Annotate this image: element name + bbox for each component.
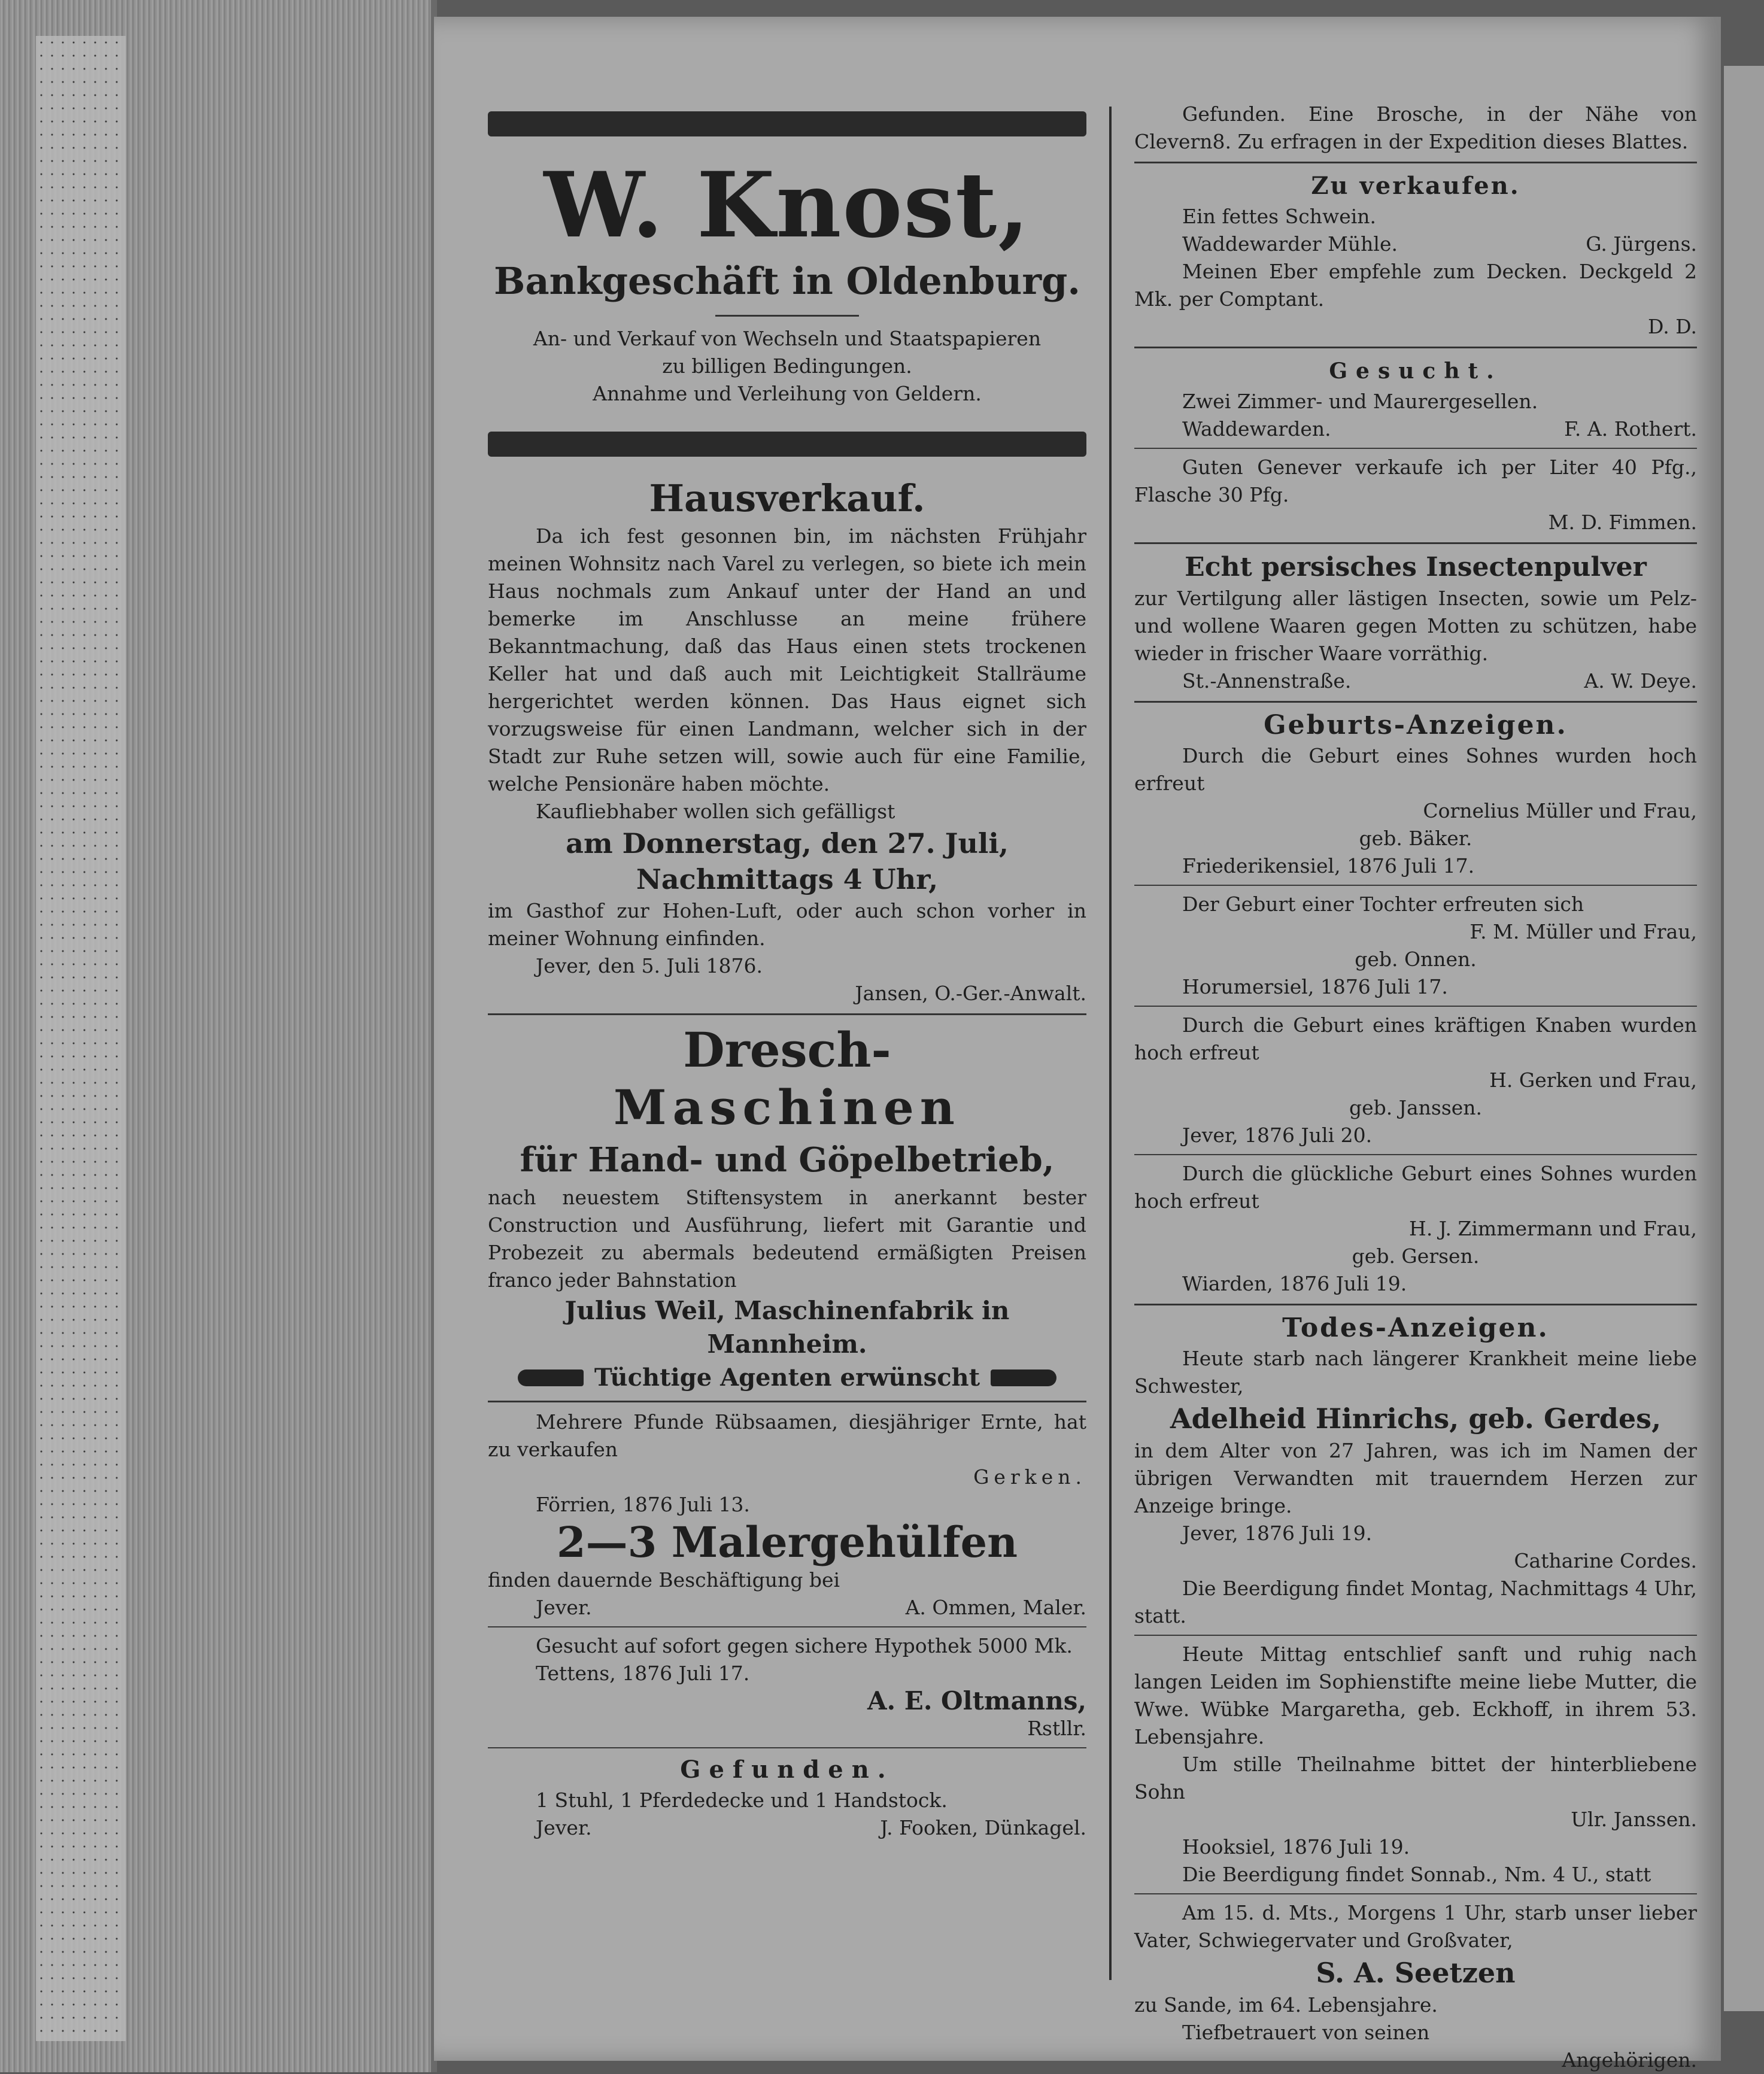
knost-subtitle: Bankgeschäft in Oldenburg. [494,259,1080,303]
agents-text: Tüchtige Agenten erwünscht [594,1364,980,1392]
rule [1134,1006,1697,1007]
insecten-footer [1134,667,1697,695]
rule [1134,1893,1697,1894]
geburt-1-nee: geb. Bäker. [1359,827,1472,850]
geburt-2-text: Der Geburt einer Tochter erfreuten sich [1182,892,1584,916]
maler-body: finden dauernde Beschäftigung bei [488,1568,840,1592]
ad-dresch [488,1021,1086,1395]
geburt-2-name: F. M. Müller und Frau, [1470,920,1697,943]
todes-title: Todes-Anzeigen. [1282,1313,1549,1343]
gesucht-name: F. A. Rothert. [1564,417,1697,441]
todes-1-date: Jever, 1876 Juli 19. [1182,1522,1373,1545]
knost-line-2: zu billigen Bedingungen. [662,354,912,378]
hypothek-title: Rstllr. [1027,1717,1086,1740]
rule [488,1747,1086,1748]
right-column [1134,101,1697,2074]
hausverkauf-body: Da ich fest gesonnen bin, im nächsten Frühjahr meinen Wohnsitz nach Varel zu verlegen, so biete ich mein Haus nochmals zum Ankauf unter der Hand an und bemerke im Anschlusse an meine frühere Bekanntmachung, daß das Haus einen stets trockenen Keller hat und daß auch mit Leichtigkeit Stallräume hergerichtet werden können. Das Haus eignet sich vorzugsweise für einen Landmann, welcher sich in der Stadt zur Ruhe setzen will, sowie auch für eine Familie, welche Pensionäre haben möchte. [488,524,1086,795]
ad-maler [488,1519,1086,1621]
todes-1-sign: Catharine Cordes. [1514,1549,1697,1572]
hypothek-dateline: Tettens, 1876 Juli 17. [536,1662,750,1685]
todes-1-name: Adelheid Hinrichs, geb. Gerdes, [1170,1402,1662,1435]
gefunden-title: Gefunden. [680,1756,894,1784]
knost-line-3: Annahme und Verleihung von Geldern. [593,382,982,405]
heavy-rule [488,432,1086,457]
rule [1134,542,1697,544]
gesucht-line: Zwei Zimmer- und Maurergesellen. [1182,390,1538,413]
rule [1134,162,1697,163]
geburt-1-name: Cornelius Müller und Frau, [1423,799,1697,822]
gesucht-title: Gesucht. [1329,359,1502,384]
section-todes [1134,1311,1697,2074]
gesucht-place: Waddewarden. [1182,417,1331,441]
gefunden-place: Jever. [536,1816,592,1839]
geburt-3-date: Jever, 1876 Juli 20. [1182,1123,1373,1147]
ad-insecten [1134,550,1697,695]
knost-name: W. Knost, [544,153,1031,258]
ad-verkaufen [1134,169,1697,341]
maler-title: 2—3 Malergehülfen [556,1517,1018,1567]
rule [1134,448,1697,449]
ad-hypothek [488,1632,1086,1742]
next-page-strip [1724,66,1764,2011]
todes-3-sign: Angehörigen. [1562,2048,1697,2072]
ruebsaamen-dateline: Förrien, 1876 Juli 13. [536,1493,750,1516]
todes-2-funeral: Die Beerdigung findet Sonnab., Nm. 4 U., statt [1182,1863,1651,1886]
agents-banner [488,1361,1086,1395]
rule [1134,1635,1697,1636]
geburt-3-name: H. Gerken und Frau, [1489,1068,1697,1092]
ruebsaamen-name: Gerken. [973,1465,1086,1489]
rule [488,1013,1086,1015]
todes-1-body: in dem Alter von 27 Jahren, was ich im Namen der übrigen Verwandten mit trauerndem Herzen zur Anzeige bringe. [1134,1439,1697,1517]
ad-knost [488,154,1086,408]
genever-name: M. D. Fimmen. [1548,511,1697,534]
geburt-4-date: Wiarden, 1876 Juli 19. [1182,1272,1407,1295]
gefunden-line: 1 Stuhl, 1 Pferdedecke und 1 Handstock. [536,1788,948,1812]
dresch-firm: Julius Weil, Maschinenfabrik in [564,1296,1010,1325]
verkaufen-line-1: Ein fettes Schwein. [1182,205,1377,228]
todes-3-name: S. A. Seetzen [1316,1957,1516,1989]
geburt-1-date: Friederikensiel, 1876 Juli 17. [1182,854,1475,877]
hausverkauf-date: am Donnerstag, den 27. Juli, [566,827,1009,860]
newspaper-page [434,17,1721,2072]
rule [1134,885,1697,886]
genever-body: Guten Genever verkaufe ich per Liter 40 Pfg., Flasche 30 Pfg. [1134,456,1697,506]
pointing-hand-icon [991,1369,1056,1386]
left-column [488,107,1086,1842]
knost-line-1: An- und Verkauf von Wechseln und Staatspapieren [533,327,1042,350]
todes-2-name: Ulr. Janssen. [1571,1808,1697,1831]
geburt-4-name: H. J. Zimmermann und Frau, [1409,1217,1697,1240]
verkaufen-title: Zu verkaufen. [1311,172,1520,200]
heavy-rule [488,111,1086,136]
todes-2-plea: Um stille Theilnahme bittet der hinterbliebene Sohn [1134,1753,1697,1803]
geburt-title: Geburts-Anzeigen. [1264,710,1568,740]
hypothek-name: A. E. Oltmanns, [867,1686,1086,1715]
insecten-place: St.-Annenstraße. [1182,669,1352,693]
dresch-title-1: Dresch- [683,1022,891,1078]
small-rule [715,315,859,317]
todes-1-text: Heute starb nach längerer Krankheit meine liebe Schwester, [1134,1347,1697,1398]
ad-genever [1134,454,1697,536]
section-geburt [1134,709,1697,1298]
book-cover-speckle [36,36,126,2041]
hypothek-body: Gesucht auf sofort gegen sichere Hypothek 5000 Mk. [536,1634,1073,1657]
dresch-city: Mannheim. [707,1329,867,1359]
hausverkauf-title: Hausverkauf. [649,476,925,520]
dresch-title-2: Maschinen [614,1079,961,1135]
verkaufen-line-2: Meinen Eber empfehle zum Decken. Deckgeld 2 Mk. per Comptant. [1134,260,1697,311]
verkaufen-name-1: G. Jürgens. [1586,232,1697,256]
rule [1134,1304,1697,1305]
ad-brosche [1134,101,1697,156]
hausverkauf-dateline: Jever, den 5. Juli 1876. [536,954,763,977]
todes-1-funeral: Die Beerdigung findet Montag, Nachmittags 4 Uhr, statt. [1134,1577,1697,1627]
todes-3-mourn: Tiefbetrauert von seinen [1182,2021,1430,2044]
ad-ruebsaamen [488,1408,1086,1519]
todes-3-place: zu Sande, im 64. Lebensjahre. [1134,1993,1438,2017]
brosche-body: Gefunden. Eine Brosche, in der Nähe von Clevern8. Zu erfragen in der Expedition dieses Blattes. [1134,102,1697,153]
rule [1134,701,1697,703]
insecten-body: zur Vertilgung aller lästigen Insecten, sowie um Pelz- und wollene Waaren gegen Motten zu schützen, habe wieder in frischer Waare vorräthig. [1134,587,1697,665]
geburt-3-text: Durch die Geburt eines kräftigen Knaben wurden hoch erfreut [1134,1013,1697,1064]
verkaufen-place-1: Waddewarder Mühle. [1182,232,1398,256]
gefunden-footer [488,1814,1086,1842]
gefunden-name: J. Fooken, Dünkagel. [880,1816,1086,1839]
maler-place: Jever. [536,1596,592,1619]
geburt-4-text: Durch die glückliche Geburt eines Sohnes wurden hoch erfreut [1134,1162,1697,1213]
ad-gefunden [488,1753,1086,1842]
dresch-body: nach neuestem Stiftensystem in anerkannt bester Construction und Ausführung, liefert mit Garantie und Probezeit zu abermals bedeutend ermäßigten Preisen franco jeder Bahnstation [488,1186,1086,1292]
rule [1134,1154,1697,1155]
rule [488,1401,1086,1402]
rule [488,1626,1086,1627]
verkaufen-name-2: D. D. [1647,315,1697,338]
geburt-4-nee: geb. Gersen. [1352,1244,1480,1268]
insecten-name: A. W. Deye. [1584,669,1697,693]
hausverkauf-invite: Kaufliebhaber wollen sich gefälligst [536,800,895,823]
geburt-2-date: Horumersiel, 1876 Juli 17. [1182,975,1448,998]
rule [1134,347,1697,348]
geburt-3-nee: geb. Janssen. [1349,1096,1483,1119]
hausverkauf-signature: Jansen, O.-Ger.-Anwalt. [855,982,1086,1005]
hausverkauf-place: im Gasthof zur Hohen-Luft, oder auch schon vorher in meiner Wohnung einfinden. [488,899,1086,950]
hausverkauf-time: Nachmittags 4 Uhr, [636,863,939,895]
geburt-1-text: Durch die Geburt eines Sohnes wurden hoch erfreut [1134,744,1697,795]
column-divider [1109,107,1112,1980]
maler-name: A. Ommen, Maler. [905,1596,1086,1619]
insecten-title: Echt persisches Insectenpulver [1185,552,1647,582]
ad-hausverkauf [488,475,1086,1007]
todes-3-text: Am 15. d. Mts., Morgens 1 Uhr, starb unser lieber Vater, Schwiegervater und Großvater, [1134,1901,1697,1952]
pointing-hand-icon [518,1369,584,1386]
ad-gesucht [1134,354,1697,443]
todes-2-text: Heute Mittag entschlief sanft und ruhig nach langen Leiden im Sophienstifte meine liebe Mutter, die Wwe. Wübke Margaretha, geb. Eckhoff, in ihrem 53. Lebensjahre. [1134,1642,1697,1748]
dresch-title-3: für Hand- und Göpelbetrieb, [520,1140,1055,1180]
todes-2-date: Hooksiel, 1876 Juli 19. [1182,1835,1410,1859]
ruebsaamen-body: Mehrere Pfunde Rübsaamen, diesjähriger Ernte, hat zu verkaufen [488,1410,1086,1461]
geburt-2-nee: geb. Onnen. [1355,948,1477,971]
maler-footer [488,1594,1086,1621]
gesucht-footer [1134,415,1697,443]
verkaufen-footer-1 [1134,230,1697,258]
